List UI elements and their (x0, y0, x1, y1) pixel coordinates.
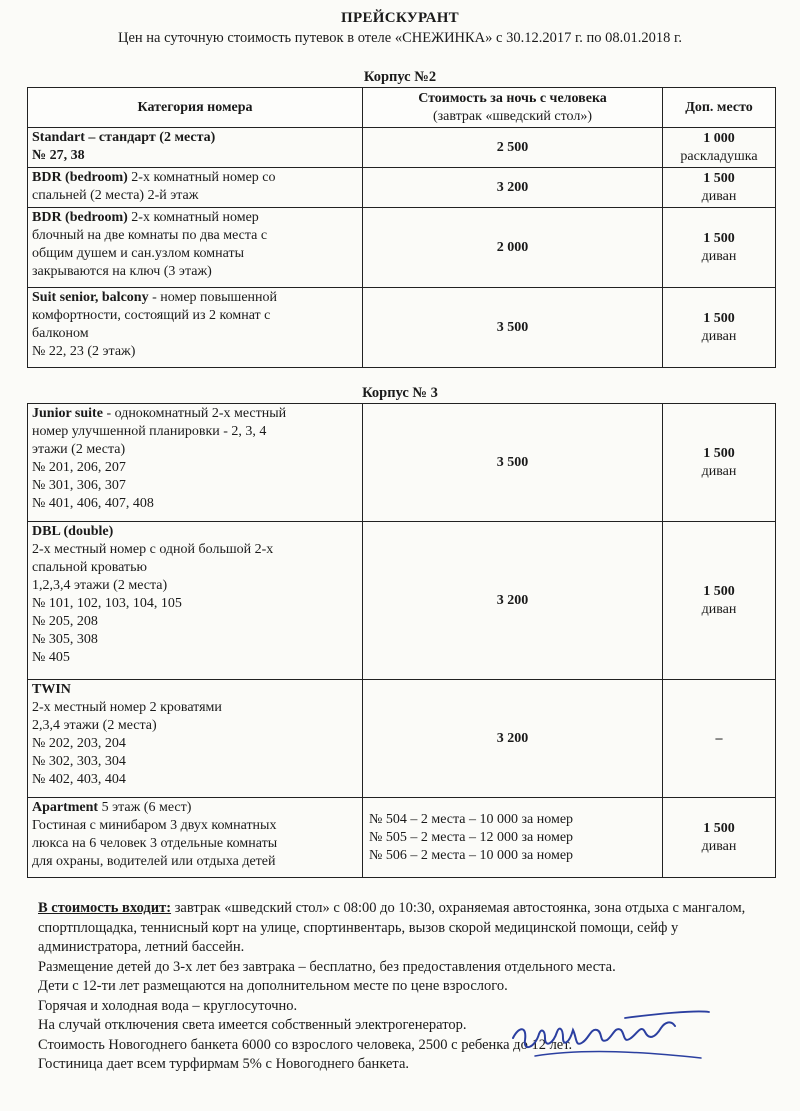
room-category (28, 680, 363, 798)
extra-bed-amount: – (715, 730, 723, 746)
extra-bed-amount: 1 500 (703, 230, 735, 246)
room-desc-inline: 2-х комнатный номер со (127, 170, 276, 185)
building3-table (27, 403, 776, 878)
room-desc-line: люкса на 6 человек 3 отдельные комнаты (32, 836, 278, 851)
room-desc-inline: - однокомнатный 2-х местный (102, 406, 287, 421)
table-row (28, 208, 776, 288)
room-price: 3 500 (363, 404, 663, 522)
extra-bed-type: диван (701, 248, 737, 264)
included-text: завтрак «шведский стол» с 08:00 до 10:30, охраняемая автостоянка, зона отдыха с мангалом, спортплощадка, теннисный корт на улице, спортинвентарь, вызов скорой медицинской помощи, сейф у администратора, летний бассейн. (38, 900, 746, 955)
extra-bed (663, 522, 776, 680)
room-desc-line: этажи (2 места) (32, 442, 126, 457)
extra-bed-type: диван (701, 463, 737, 479)
room-desc-line: Гостиная с минибаром 3 двух комнатных (32, 818, 277, 833)
table-row (28, 522, 776, 680)
included-paragraph (38, 899, 768, 958)
room-desc-inline: - номер повышенной (148, 290, 278, 305)
room-desc-line: № 405 (32, 650, 70, 665)
room-desc-line: спальной кроватью (32, 560, 147, 575)
header-price (363, 88, 663, 128)
room-category (28, 168, 363, 208)
room-category (28, 522, 363, 680)
room-desc-line: 2-х местный номер 2 кроватями (32, 700, 222, 715)
room-desc-line: № 27, 38 (32, 148, 85, 163)
building2-table (27, 87, 776, 368)
extra-bed-type: диван (701, 838, 737, 854)
extra-bed (663, 798, 776, 878)
header-extra: Доп. место (663, 88, 776, 128)
room-name: BDR (bedroom) (32, 210, 128, 225)
room-price: 3 200 (363, 680, 663, 798)
note-line: На случай отключения света имеется собственный электрогенератор. (38, 1017, 467, 1033)
room-desc-line: спальней (2 места) 2-й этаж (32, 188, 199, 203)
room-desc-line: № 305, 308 (32, 632, 98, 647)
extra-bed-amount: 1 500 (703, 170, 735, 186)
apartment-price-line: № 506 – 2 места – 10 000 за номер (369, 847, 574, 863)
room-price: 3 200 (363, 522, 663, 680)
room-category (28, 798, 363, 878)
note-line: Гостиница дает всем турфирмам 5% с Новогоднего банкета. (38, 1056, 410, 1072)
extra-bed-amount: 1 500 (703, 820, 735, 836)
table-row (28, 798, 776, 878)
document-subtitle: Цен на суточную стоимость путевок в отеле «СНЕЖИНКА» с 30.12.2017 г. по 08.01.2018 г. (118, 30, 682, 46)
room-name: TWIN (32, 682, 71, 697)
handwritten-signature (505, 1008, 715, 1068)
extra-bed (663, 128, 776, 168)
room-desc-line: № 302, 303, 304 (32, 754, 126, 769)
extra-bed (663, 168, 776, 208)
note-line: Стоимость Новогоднего банкета 6000 со взрослого человека, 2500 с ребенка до 12 лет. (38, 1036, 573, 1053)
extra-bed (663, 680, 776, 798)
room-price: 2 500 (363, 128, 663, 168)
table-row (28, 128, 776, 168)
extra-bed-amount: 1 500 (703, 583, 735, 599)
room-desc-line: блочный на две комнаты по два места с (32, 228, 268, 243)
extra-bed-amount: 1 500 (703, 310, 735, 326)
note-line: Дети с 12-ти лет размещаются на дополнительном месте по цене взрослого. (38, 978, 508, 994)
extra-bed-type: раскладушка (680, 148, 758, 164)
table-row (28, 404, 776, 522)
extra-bed-amount: 1 000 (703, 130, 735, 146)
room-desc-line: № 101, 102, 103, 104, 105 (32, 596, 182, 611)
room-desc-inline: 2-х комнатный номер (127, 210, 259, 225)
header-price-note: (завтрак «шведский стол») (432, 108, 593, 124)
room-category (28, 288, 363, 368)
room-desc-line: 2-х местный номер с одной большой 2-х (32, 542, 274, 557)
room-desc-line: № 205, 208 (32, 614, 98, 629)
room-price: 3 500 (363, 288, 663, 368)
room-category (28, 128, 363, 168)
room-category (28, 404, 363, 522)
signature-stroke (535, 1052, 701, 1058)
room-desc-line: общим душем и сан.узлом комнаты (32, 246, 244, 261)
table-row (28, 168, 776, 208)
note-line: Размещение детей до 3-х лет без завтрака – бесплатно, без предоставления отдельного места. (38, 958, 616, 975)
building3-title: Корпус № 3 (362, 385, 438, 401)
room-desc-line: № 402, 403, 404 (32, 772, 126, 787)
apartment-price-line: № 505 – 2 места – 12 000 за номер (369, 829, 574, 845)
header-category: Категория номера (28, 88, 363, 128)
table-row (28, 288, 776, 368)
building2-title: Корпус №2 (363, 69, 437, 85)
room-desc-line: № 22, 23 (2 этаж) (32, 344, 136, 359)
extra-bed (663, 208, 776, 288)
room-desc-line: № 202, 203, 204 (32, 736, 126, 751)
room-desc-line: номер улучшенной планировки - 2, 3, 4 (32, 424, 267, 439)
room-desc-line: для охраны, водителей или отдыха детей (32, 854, 276, 869)
room-name: BDR (bedroom) (32, 170, 128, 185)
document-title: ПРЕЙСКУРАНТ (341, 10, 459, 26)
room-desc-line: 1,2,3,4 этажи (2 места) (32, 578, 168, 593)
extra-bed-type: диван (701, 188, 737, 204)
room-desc-line: № 301, 306, 307 (32, 478, 126, 493)
table-row (28, 680, 776, 798)
room-desc-inline: 5 этаж (6 мест) (98, 800, 192, 815)
extra-bed-amount: 1 500 (703, 445, 735, 461)
signature-stroke (625, 1011, 709, 1018)
room-desc-line: комфортности, состоящий из 2 комнат с (32, 308, 271, 323)
room-category (28, 208, 363, 288)
room-name: Standart – стандарт (2 места) (32, 130, 216, 145)
room-name: Junior suite (32, 406, 103, 421)
room-desc-line: 2,3,4 этажи (2 места) (32, 718, 157, 733)
extra-bed (663, 288, 776, 368)
room-price: 3 200 (363, 168, 663, 208)
room-name: DBL (double) (32, 524, 114, 539)
signature-stroke (513, 1022, 675, 1047)
apartment-prices (363, 798, 663, 878)
extra-bed-type: диван (701, 328, 737, 344)
room-name: Suit senior, balcony (32, 290, 149, 305)
room-desc-line: балконом (32, 326, 89, 341)
extra-bed (663, 404, 776, 522)
included-label: В стоимость входит: (38, 900, 172, 916)
room-desc-line: № 401, 406, 407, 408 (32, 496, 154, 511)
header-price-label: Стоимость за ночь с человека (418, 90, 607, 106)
room-price: 2 000 (363, 208, 663, 288)
room-desc-line: закрываются на ключ (3 этаж) (32, 264, 212, 279)
apartment-price-line: № 504 – 2 места – 10 000 за номер (369, 811, 574, 827)
room-name: Apartment (32, 800, 99, 815)
room-desc-line: № 201, 206, 207 (32, 460, 126, 475)
table-header-row (28, 88, 776, 128)
extra-bed-type: диван (701, 601, 737, 617)
note-line: Горячая и холодная вода – круглосуточно. (38, 997, 298, 1014)
